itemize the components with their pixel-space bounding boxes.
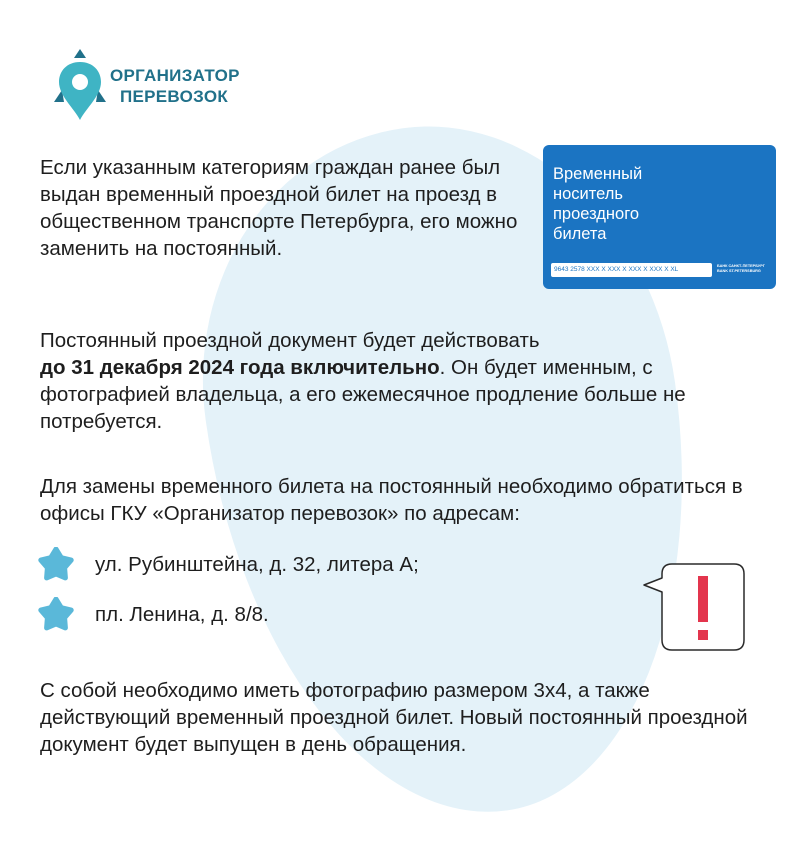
paragraph-office-info: Для замены временного билета на постоянный необходимо обратиться в офисы ГКУ «Организатор перевозок» по адресам: [40, 475, 743, 525]
card-title-line: носитель [553, 185, 623, 203]
address-text: пл. Ленина, д. 8/8. [95, 603, 269, 626]
location-pin-icon [50, 48, 110, 124]
paragraph-text: . Он будет именным, с фотографией владельца, а его ежемесячное продление больше не потребуется. [40, 356, 686, 433]
logo [50, 48, 260, 128]
card-bank-label [717, 264, 773, 274]
card-title-line: билета [553, 225, 607, 243]
validity-date: до 31 декабря 2024 года включительно [40, 356, 440, 379]
exclamation-bubble-icon [640, 562, 750, 663]
star-icon [36, 597, 76, 633]
star-icon [36, 547, 76, 583]
card-bank-line: BANK ST.PETERSBURG [717, 269, 761, 273]
address-item [36, 547, 496, 581]
paragraph-requirements: С собой необходимо иметь фотографию размером 3х4, а также действующий временный проездной билет. Новый постоянный проездной документ будет выпущен в день обращения. [40, 679, 748, 756]
paragraph-text: Постоянный проездной документ будет действовать [40, 329, 540, 352]
card-title [553, 164, 753, 244]
card-bank-line: БАНК САНКТ-ПЕТЕРБУРГ [717, 264, 765, 268]
logo-line-1: ОРГАНИЗАТОР [110, 66, 240, 85]
card-number: 9643 2578 XXX X XXX X XXX X XXX X XL [551, 263, 712, 277]
address-item [36, 597, 496, 631]
card-title-line: Временный [553, 165, 643, 183]
address-text: ул. Рубинштейна, д. 32, литера А; [95, 553, 419, 576]
paragraph-permanent-document [40, 327, 760, 435]
paragraph-temporary-ticket: Если указанным категориям граждан ранее был выдан временный проездной билет на проезд в общественном транспорте Петербурга, его можно заменить на постоянный. [40, 156, 518, 260]
temporary-ticket-card [543, 145, 776, 289]
logo-line-2: ПЕРЕВОЗОК [120, 87, 229, 106]
card-title-line: проездного [553, 205, 640, 223]
